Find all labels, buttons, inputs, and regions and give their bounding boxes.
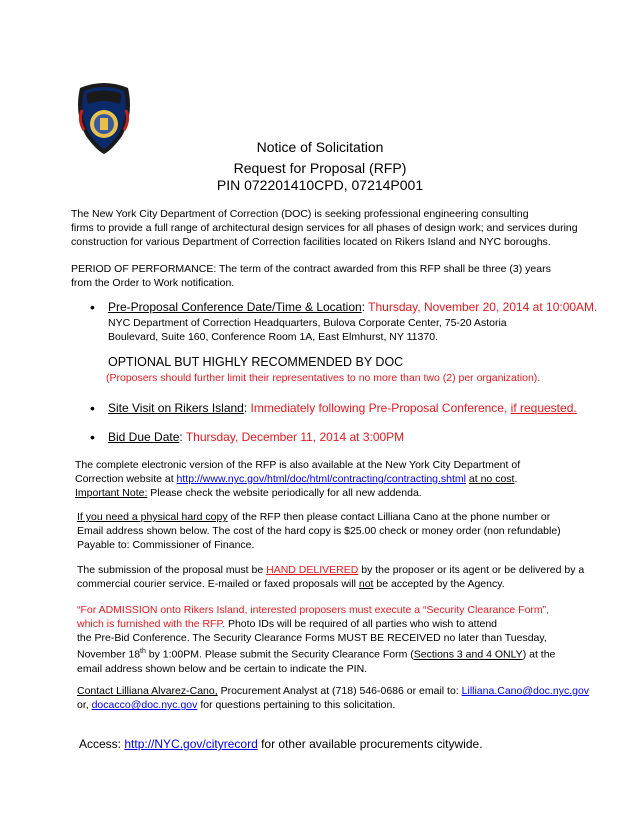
admission-text: by 1:00PM. Please submit the Security Clearance Form ( xyxy=(145,648,414,661)
bid-due-label: Bid Due Date xyxy=(108,430,180,444)
access-text: for other available procurements citywide. xyxy=(257,737,483,751)
intro-line: The New York City Department of Correction (DOC) is seeking professional engineering consulting xyxy=(71,208,529,220)
hard-copy-paragraph xyxy=(77,510,617,552)
sections-text: Sections 3 and 4 ONLY xyxy=(413,648,523,661)
bid-due-value: Thursday, December 11, 2014 at 3:00PM xyxy=(182,430,405,444)
electronic-text: Correction website at xyxy=(75,473,177,485)
preproposal-datetime: Thursday, November 20, 2014 at 10:00AM. xyxy=(365,300,598,314)
access-text: Access: xyxy=(79,737,125,751)
pin-heading: PIN 072201410CPD, 07214P001 xyxy=(216,177,424,193)
bullet-icon: • xyxy=(90,400,95,416)
site-visit-if-requested: if requested. xyxy=(510,401,577,415)
submission-text: by the proposer or its agent or be delivered by a xyxy=(358,564,585,576)
preproposal-bullet xyxy=(108,300,628,315)
hand-delivered-text: HAND DELIVERED xyxy=(266,564,359,576)
hard-copy-text: of the RFP then please contact Lilliana Cano at the phone number or xyxy=(227,511,551,523)
submission-text: The submission of the proposal must be xyxy=(77,564,267,576)
performance-paragraph xyxy=(71,262,591,290)
admission-line xyxy=(77,645,622,662)
contact-name: Contact Lilliana Alvarez-Cano, xyxy=(77,685,218,697)
hard-copy-line: Email address shown below. The cost of the hard copy is $25.00 check or money order (non refundable) xyxy=(77,525,561,537)
bid-due-colon: : xyxy=(179,430,183,444)
hard-copy-underlined: If you need a physical hard copy xyxy=(77,511,228,523)
bullet-icon: • xyxy=(90,299,95,315)
important-note-text: Please check the website periodically for all new addenda. xyxy=(147,487,422,499)
hard-copy-line: Payable to: Commissioner of Finance. xyxy=(77,539,255,551)
site-visit-label: Site Visit on Rikers Island xyxy=(108,401,244,415)
preproposal-address xyxy=(108,316,608,344)
admission-line: “For ADMISSION onto Rikers Island, interested proposers must execute a “Security Clearance Form”, xyxy=(77,604,550,616)
contact-text: or, xyxy=(77,699,92,711)
admission-line: email address shown below and be certain to indicate the PIN. xyxy=(77,662,368,675)
site-visit-bullet xyxy=(108,401,628,416)
contracting-website-link[interactable]: http://www.nyc.gov/html/doc/html/contracting/contracting.shtml xyxy=(176,473,466,485)
period: . xyxy=(514,473,518,485)
optional-note: (Proposers should further limit their representatives to no more than two (2) per organization). xyxy=(106,372,541,384)
contact-line xyxy=(77,698,622,712)
admission-red-text: which is furnished with the RFP. xyxy=(77,618,226,630)
hard-copy-line xyxy=(77,510,617,524)
preproposal-colon: : xyxy=(361,300,366,314)
not-text: not xyxy=(358,578,374,590)
electronic-line: The complete electronic version of the RFP is also available at the New York City Department of xyxy=(75,459,521,471)
no-cost-text: at no cost xyxy=(468,473,515,485)
optional-notice: OPTIONAL BUT HIGHLY RECOMMENDED BY DOC xyxy=(108,355,404,369)
bid-due-bullet xyxy=(108,430,628,445)
notice-heading: Notice of Solicitation xyxy=(256,139,384,155)
admission-line xyxy=(77,617,622,631)
site-visit-value: Immediately following Pre-Proposal Conference, xyxy=(247,401,511,415)
ordinal-suffix: th xyxy=(140,648,146,655)
contact-text: Procurement Analyst at (718) 546-0686 or email to: xyxy=(217,685,462,697)
important-note-label: Important Note: xyxy=(75,487,148,499)
admission-text: ) at the xyxy=(522,648,556,661)
bullet-icon: • xyxy=(90,429,95,445)
intro-paragraph xyxy=(71,207,591,249)
submission-line xyxy=(77,577,617,591)
cityrecord-link[interactable]: http://NYC.gov/cityrecord xyxy=(124,737,258,751)
admission-paragraph xyxy=(77,603,622,676)
email-link-docacco[interactable]: docacco@doc.nyc.gov xyxy=(91,699,198,711)
electronic-line-2 xyxy=(75,472,615,486)
admission-text: November 18 xyxy=(77,648,141,661)
intro-line: firms to provide a full range of architectural design services for all phases of design work; and services during xyxy=(71,222,578,234)
electronic-version-paragraph xyxy=(75,458,615,500)
submission-paragraph xyxy=(77,563,617,591)
address-line: NYC Department of Correction Headquarters, Bulova Corporate Center, 75-20 Astoria xyxy=(108,317,507,329)
address-line: Boulevard, Suite 160, Conference Room 1A, East Elmhurst, NY 11370. xyxy=(108,331,438,343)
submission-line xyxy=(77,563,617,577)
performance-line: from the Order to Work notification. xyxy=(71,277,235,289)
preproposal-label: Pre-Proposal Conference Date/Time & Location xyxy=(108,300,362,314)
intro-line: construction for various Department of Correction facilities located on Rikers Island and NYC boroughs. xyxy=(71,236,551,248)
performance-line: PERIOD OF PERFORMANCE: The term of the contract awarded from this RFP shall be three (3) years xyxy=(71,263,551,275)
contact-line xyxy=(77,684,622,698)
admission-line: the Pre-Bid Conference. The Security Clearance Forms MUST BE RECEIVED no later than Tuesday, xyxy=(77,632,547,644)
submission-text: be accepted by the Agency. xyxy=(373,578,505,590)
contact-text: for questions pertaining to this solicitation. xyxy=(197,699,396,711)
rfp-heading: Request for Proposal (RFP) xyxy=(233,160,407,176)
admission-text: Photo IDs will be required of all parties who wish to attend xyxy=(225,618,498,630)
important-note xyxy=(75,486,615,500)
submission-text: commercial courier service. E-mailed or faxed proposals will xyxy=(77,578,359,590)
site-visit-colon: : xyxy=(243,401,248,415)
contact-paragraph xyxy=(77,684,622,712)
access-line xyxy=(79,737,483,751)
email-link-cano[interactable]: Lilliana.Cano@doc.nyc.gov xyxy=(461,685,590,697)
